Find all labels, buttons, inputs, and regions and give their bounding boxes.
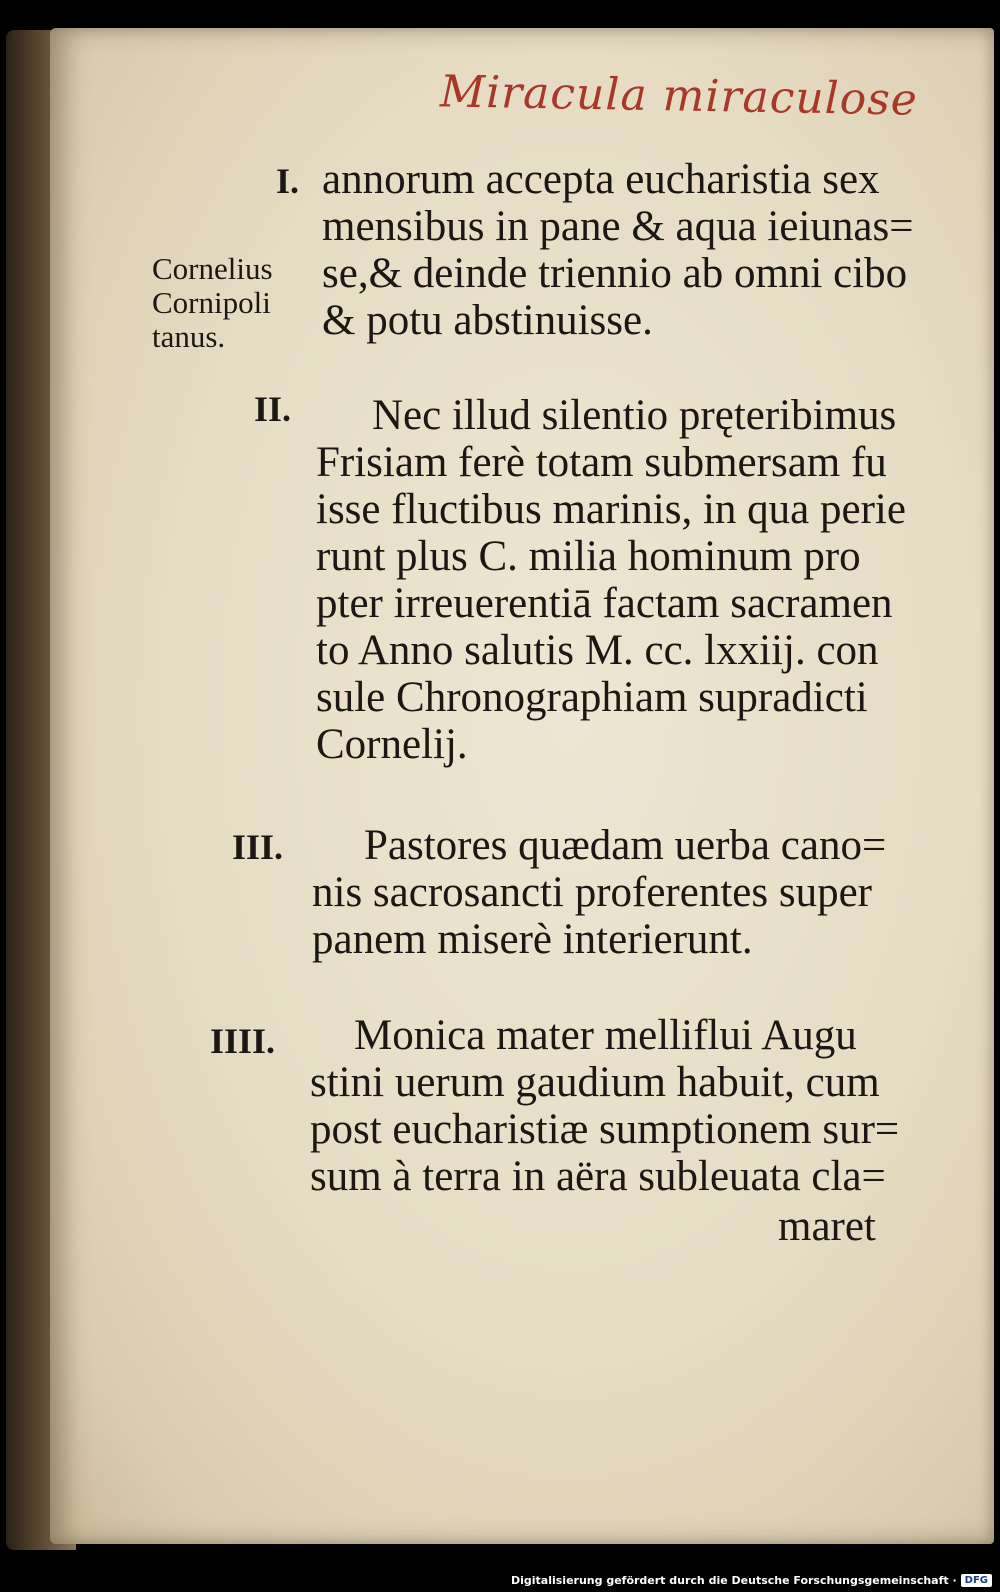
text-line: & potu abstinuisse. xyxy=(322,297,653,344)
text-line: nis sacrosancti proferentes super xyxy=(312,869,872,916)
paragraph-numeral: II. xyxy=(254,389,292,429)
paragraph-text xyxy=(310,1012,899,1200)
paragraph-text xyxy=(316,392,906,768)
text-line: sum à terra in aëra subleuata cla= xyxy=(310,1153,886,1200)
text-line: se,& deinde triennio ab omni cibo xyxy=(322,250,908,297)
footer-text: Digitalisierung gefördert durch die Deutsche Forschungsgemeinschaft · xyxy=(510,1573,957,1587)
text-line: post eucharistiæ sumptionem sur= xyxy=(310,1106,900,1153)
text-line: Frisiam ferè totam submersam fu xyxy=(316,439,887,486)
marginal-note-line: Cornipoli xyxy=(152,285,271,320)
text-line: Pastores quædam uerba cano= xyxy=(364,822,887,869)
footer-credit xyxy=(511,1570,992,1590)
text-line: panem miserè interierunt. xyxy=(312,916,753,963)
text-line: annorum accepta eucharistia sex xyxy=(322,156,880,203)
text-line: stini uerum gaudium habuit, cum xyxy=(310,1059,880,1106)
paragraph-numeral: I. xyxy=(276,161,300,201)
text-line: Nec illud silentio pręteribimus xyxy=(372,392,897,439)
text-line: sule Chronographiam supradicti xyxy=(316,674,868,721)
marginal-note-line: Cornelius xyxy=(152,251,273,286)
marginal-note-line: tanus. xyxy=(152,319,226,354)
paragraph-text xyxy=(312,822,886,963)
handwritten-title: Miracula miraculose xyxy=(439,66,919,126)
text-line: mensibus in pane & aqua ieiunas= xyxy=(322,203,914,250)
paragraph-numeral: IIII. xyxy=(210,1021,276,1061)
marginal-note xyxy=(152,252,273,354)
dfg-logo-icon: DFG xyxy=(961,1574,992,1587)
paragraph-text xyxy=(322,156,913,344)
text-line: Cornelij. xyxy=(316,721,468,768)
paragraph-numeral: III. xyxy=(232,827,284,867)
catchword: maret xyxy=(778,1203,876,1250)
text-line: pter irreuerentiā factam sacramen xyxy=(316,580,893,627)
text-line: Monica mater melliflui Augu xyxy=(354,1012,857,1059)
text-line: runt plus C. milia hominum pro xyxy=(316,533,861,580)
text-line: to Anno salutis M. cc. lxxiij. con xyxy=(316,627,879,674)
text-line: isse fluctibus marinis, in qua perie xyxy=(316,486,906,533)
